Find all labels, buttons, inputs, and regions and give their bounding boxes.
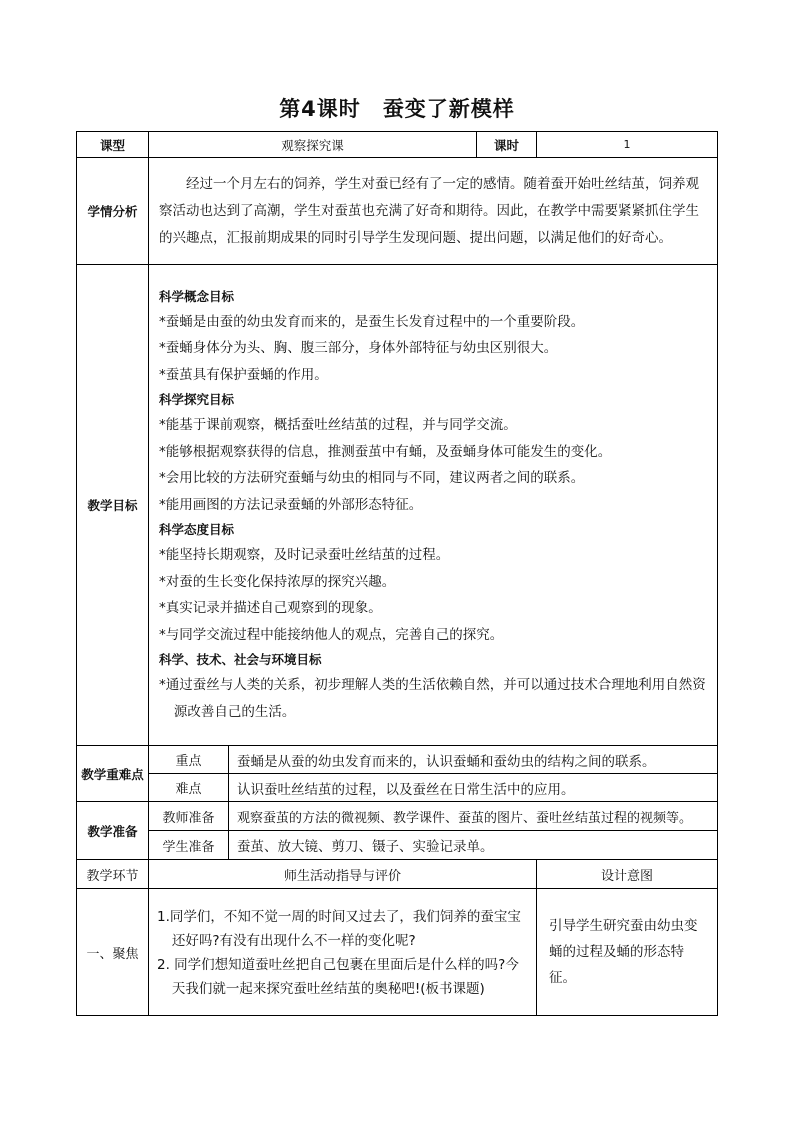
goal-item: *真实记录并描述自己观察到的现象。 — [159, 600, 382, 617]
focus-text: 蚕蛹是从蚕的幼虫发育而来的，认识蚕蛹和蚕幼虫的结构之间的联系。 — [229, 746, 718, 774]
key-points-label: 教学重难点 — [77, 746, 149, 802]
process-intent-header: 设计意图 — [537, 860, 718, 889]
goal-item: *蚕蛹身体分为头、胸、腹三部分，身体外部特征与幼虫区别很大。 — [159, 340, 558, 357]
teacher-prep-label: 教师准备 — [149, 802, 229, 831]
student-prep-label: 学生准备 — [149, 831, 229, 860]
process-row — [77, 889, 718, 1016]
student-prep-row — [77, 831, 718, 860]
teacher-prep-text: 观察蚕茧的方法的微视频、教学课件、蚕茧的图片、蚕吐丝结茧过程的视频等。 — [229, 802, 718, 831]
period-label: 课时 — [477, 132, 537, 158]
goal-heading-concept: 科学概念目标 — [159, 288, 235, 304]
header-row — [77, 132, 718, 158]
goal-item: *蚕茧具有保护蚕蛹的作用。 — [159, 366, 328, 383]
analysis-row — [77, 158, 718, 265]
goal-item: *会用比较的方法研究蚕蛹与幼虫的相同与不同，建议两者之间的联系。 — [159, 470, 585, 487]
process-stage-header: 教学环节 — [77, 860, 149, 889]
goal-item: *通过蚕丝与人类的关系，初步理解人类的生活依赖自然，并可以通过技术合理地利用自然资源改善自己的生活。 — [159, 677, 706, 720]
difficulty-row — [77, 774, 718, 802]
goal-heading-attitude: 科学态度目标 — [159, 522, 235, 538]
focus-row — [77, 746, 718, 774]
goal-item: *与同学交流过程中能接纳他人的观点，完善自己的探究。 — [159, 626, 504, 643]
lesson-number: 第4课时 — [279, 97, 361, 121]
goal-heading-stse: 科学、技术、社会与环境目标 — [159, 652, 322, 668]
preparation-label: 教学准备 — [77, 802, 149, 860]
process-item: 2. 同学们想知道蚕吐丝把自己包裹在里面后是什么样的吗?今天我们就一起来探究蚕吐丝结茧的奥秘吧!(板书课题) — [157, 957, 519, 997]
focus-label: 重点 — [149, 746, 229, 774]
teacher-prep-row — [77, 802, 718, 831]
process-activity — [149, 889, 537, 1016]
process-stage: 一、聚焦 — [77, 889, 149, 1016]
analysis-text: 经过一个月左右的饲养，学生对蚕已经有了一定的感情。随着蚕开始吐丝结茧，饲养观察活动也达到了高潮，学生对蚕茧也充满了好奇和期待。因此，在教学中需要紧紧抓住学生的兴趣点，汇报前期成果的同时引导学生发现问题、提出问题，以满足他们的好奇心。 — [149, 158, 718, 265]
lesson-name: 蚕变了新模样 — [382, 97, 515, 121]
process-item: 1.同学们，不知不觉一周的时间又过去了，我们饲养的蚕宝宝还好吗?有没有出现什么不一样的变化呢? — [157, 909, 521, 949]
difficulty-label: 难点 — [149, 774, 229, 802]
goal-heading-inquiry: 科学探究目标 — [159, 392, 235, 408]
lesson-title — [0, 93, 794, 123]
goal-item: *对蚕的生长变化保持浓厚的探究兴趣。 — [159, 573, 396, 590]
student-prep-text: 蚕茧、放大镜、剪刀、镊子、实验记录单。 — [229, 831, 718, 860]
process-activity-header: 师生活动指导与评价 — [149, 860, 537, 889]
period-value: 1 — [537, 132, 718, 158]
process-intent: 引导学生研究蚕由幼虫变蛹的过程及蛹的形态特 征。 — [537, 889, 718, 1016]
lesson-type-value: 观察探究课 — [149, 132, 477, 158]
goal-item: *蚕蛹是由蚕的幼虫发育而来的，是蚕生长发育过程中的一个重要阶段。 — [159, 313, 585, 330]
lesson-type-label: 课型 — [77, 132, 149, 158]
goals-row — [77, 265, 718, 746]
difficulty-text: 认识蚕吐丝结茧的过程，以及蚕丝在日常生活中的应用。 — [229, 774, 718, 802]
process-header-row — [77, 860, 718, 889]
lesson-plan-table — [76, 131, 718, 1016]
goal-item: *能够根据观察获得的信息，推测蚕茧中有蛹，及蚕蛹身体可能发生的变化。 — [159, 443, 612, 460]
goal-item: *能用画图的方法记录蚕蛹的外部形态特征。 — [159, 496, 423, 513]
analysis-label: 学情分析 — [77, 158, 149, 265]
goal-item: *能坚持长期观察，及时记录蚕吐丝结茧的过程。 — [159, 547, 450, 564]
goal-item: *能基于课前观察，概括蚕吐丝结茧的过程，并与同学交流。 — [159, 417, 517, 434]
goals-label: 教学目标 — [77, 265, 149, 746]
goals-content — [149, 265, 718, 746]
